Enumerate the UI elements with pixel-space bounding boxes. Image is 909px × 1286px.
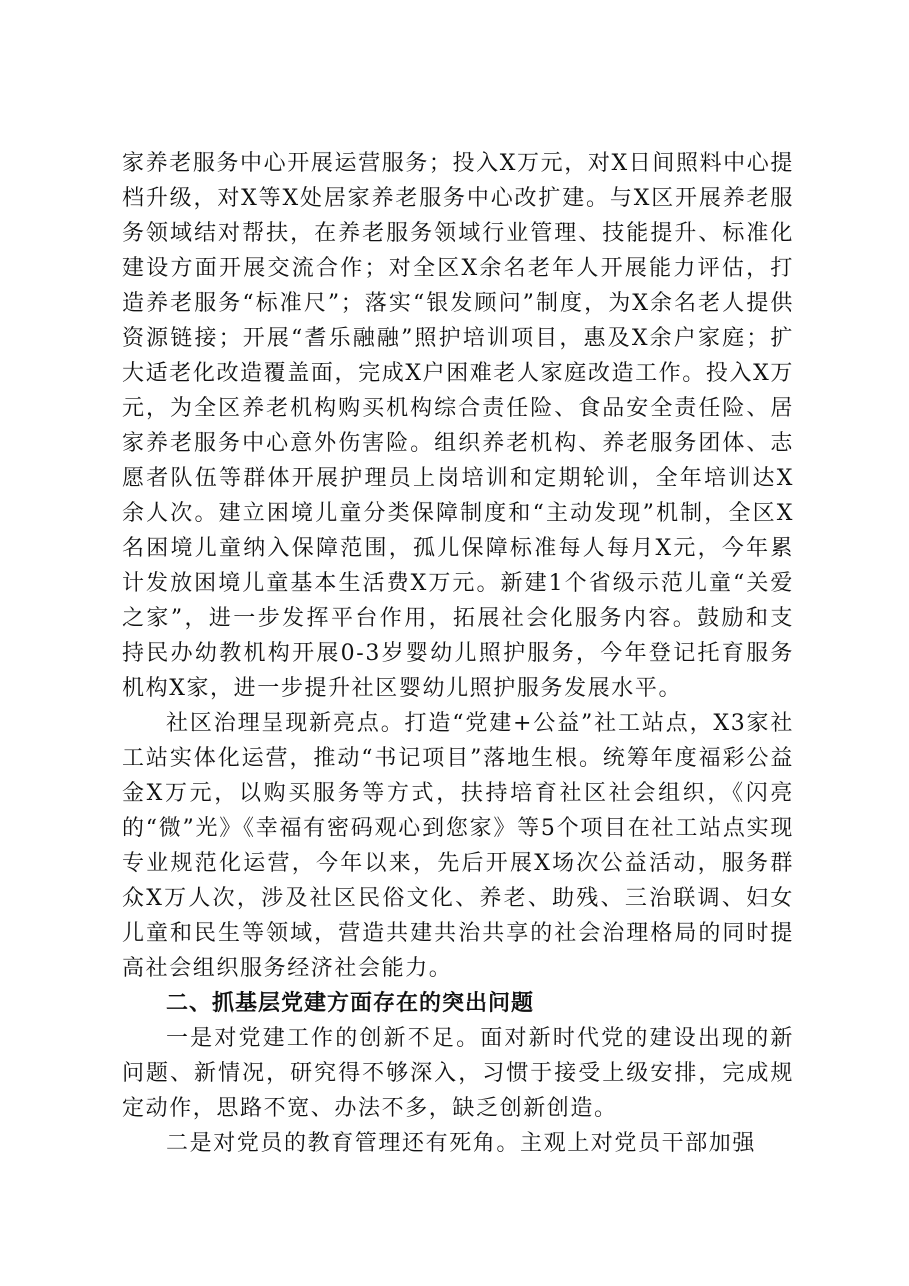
- document-body: [122, 146, 794, 1161]
- paragraph-innovation-shortfall: 一是对党建工作的创新不足。面对新时代党的建设出现的新问题、新情况，研究得不够深入，习惯于接受上级安排，完成规定动作，思路不宽、办法不多，缺乏创新创造。: [122, 1026, 794, 1121]
- section-heading: 二、抓基层党建方面存在的突出问题: [166, 991, 535, 1016]
- paragraph-community-governance: 社区治理呈现新亮点。打造“党建+公益”社工站点，X3家社工站实体化运营，推动“书记项目”落地生根。统筹年度福彩公益金X万元，以购买服务等方式，扶持培育社区社会组织，《闪亮的“微”光》《幸福有密码观心到您家》等5个项目在社工站点实现专业规范化运营，今年以来，先后开展X场次公益活动，服务群众X万人次，涉及社区民俗文化、养老、助残、三治联调、妇女儿童和民生等领域，营造共建共治共享的社会治理格局的同时提高社会组织服务经济社会能力。: [122, 711, 794, 981]
- paragraph-member-education: 二是对党员的教育管理还有死角。主观上对党员干部加强: [166, 1131, 757, 1156]
- paragraph-elderly-child-services: 家养老服务中心开展运营服务；投入X万元，对X日间照料中心提档升级，对X等X处居家养老服务中心改扩建。与X区开展养老服务领域结对帮扶，在养老服务领域行业管理、技能提升、标准化建设方面开展交流合作；对全区X余名老年人开展能力评估，打造养老服务“标准尺”；落实“银发顾问”制度，为X余名老人提供资源链接；开展“耆乐融融”照护培训项目，惠及X余户家庭；扩大适老化改造覆盖面，完成X户困难老人家庭改造工作。投入X万元，为全区养老机构购买机构综合责任险、食品安全责任险、居家养老服务中心意外伤害险。组织养老机构、养老服务团体、志愿者队伍等群体开展护理员上岗培训和定期轮训，全年培训达X余人次。建立困境儿童分类保障制度和“主动发现”机制，全区X名困境儿童纳入保障范围，孤儿保障标准每人每月X元，今年累计发放困境儿童基本生活费X万元。新建1个省级示范儿童“关爱之家”，进一步发挥平台作用，拓展社会化服务内容。鼓励和支持民办幼教机构开展0-3岁婴幼儿照护服务，今年登记托育服务机构X家，进一步提升社区婴幼儿照护服务发展水平。: [122, 151, 794, 701]
